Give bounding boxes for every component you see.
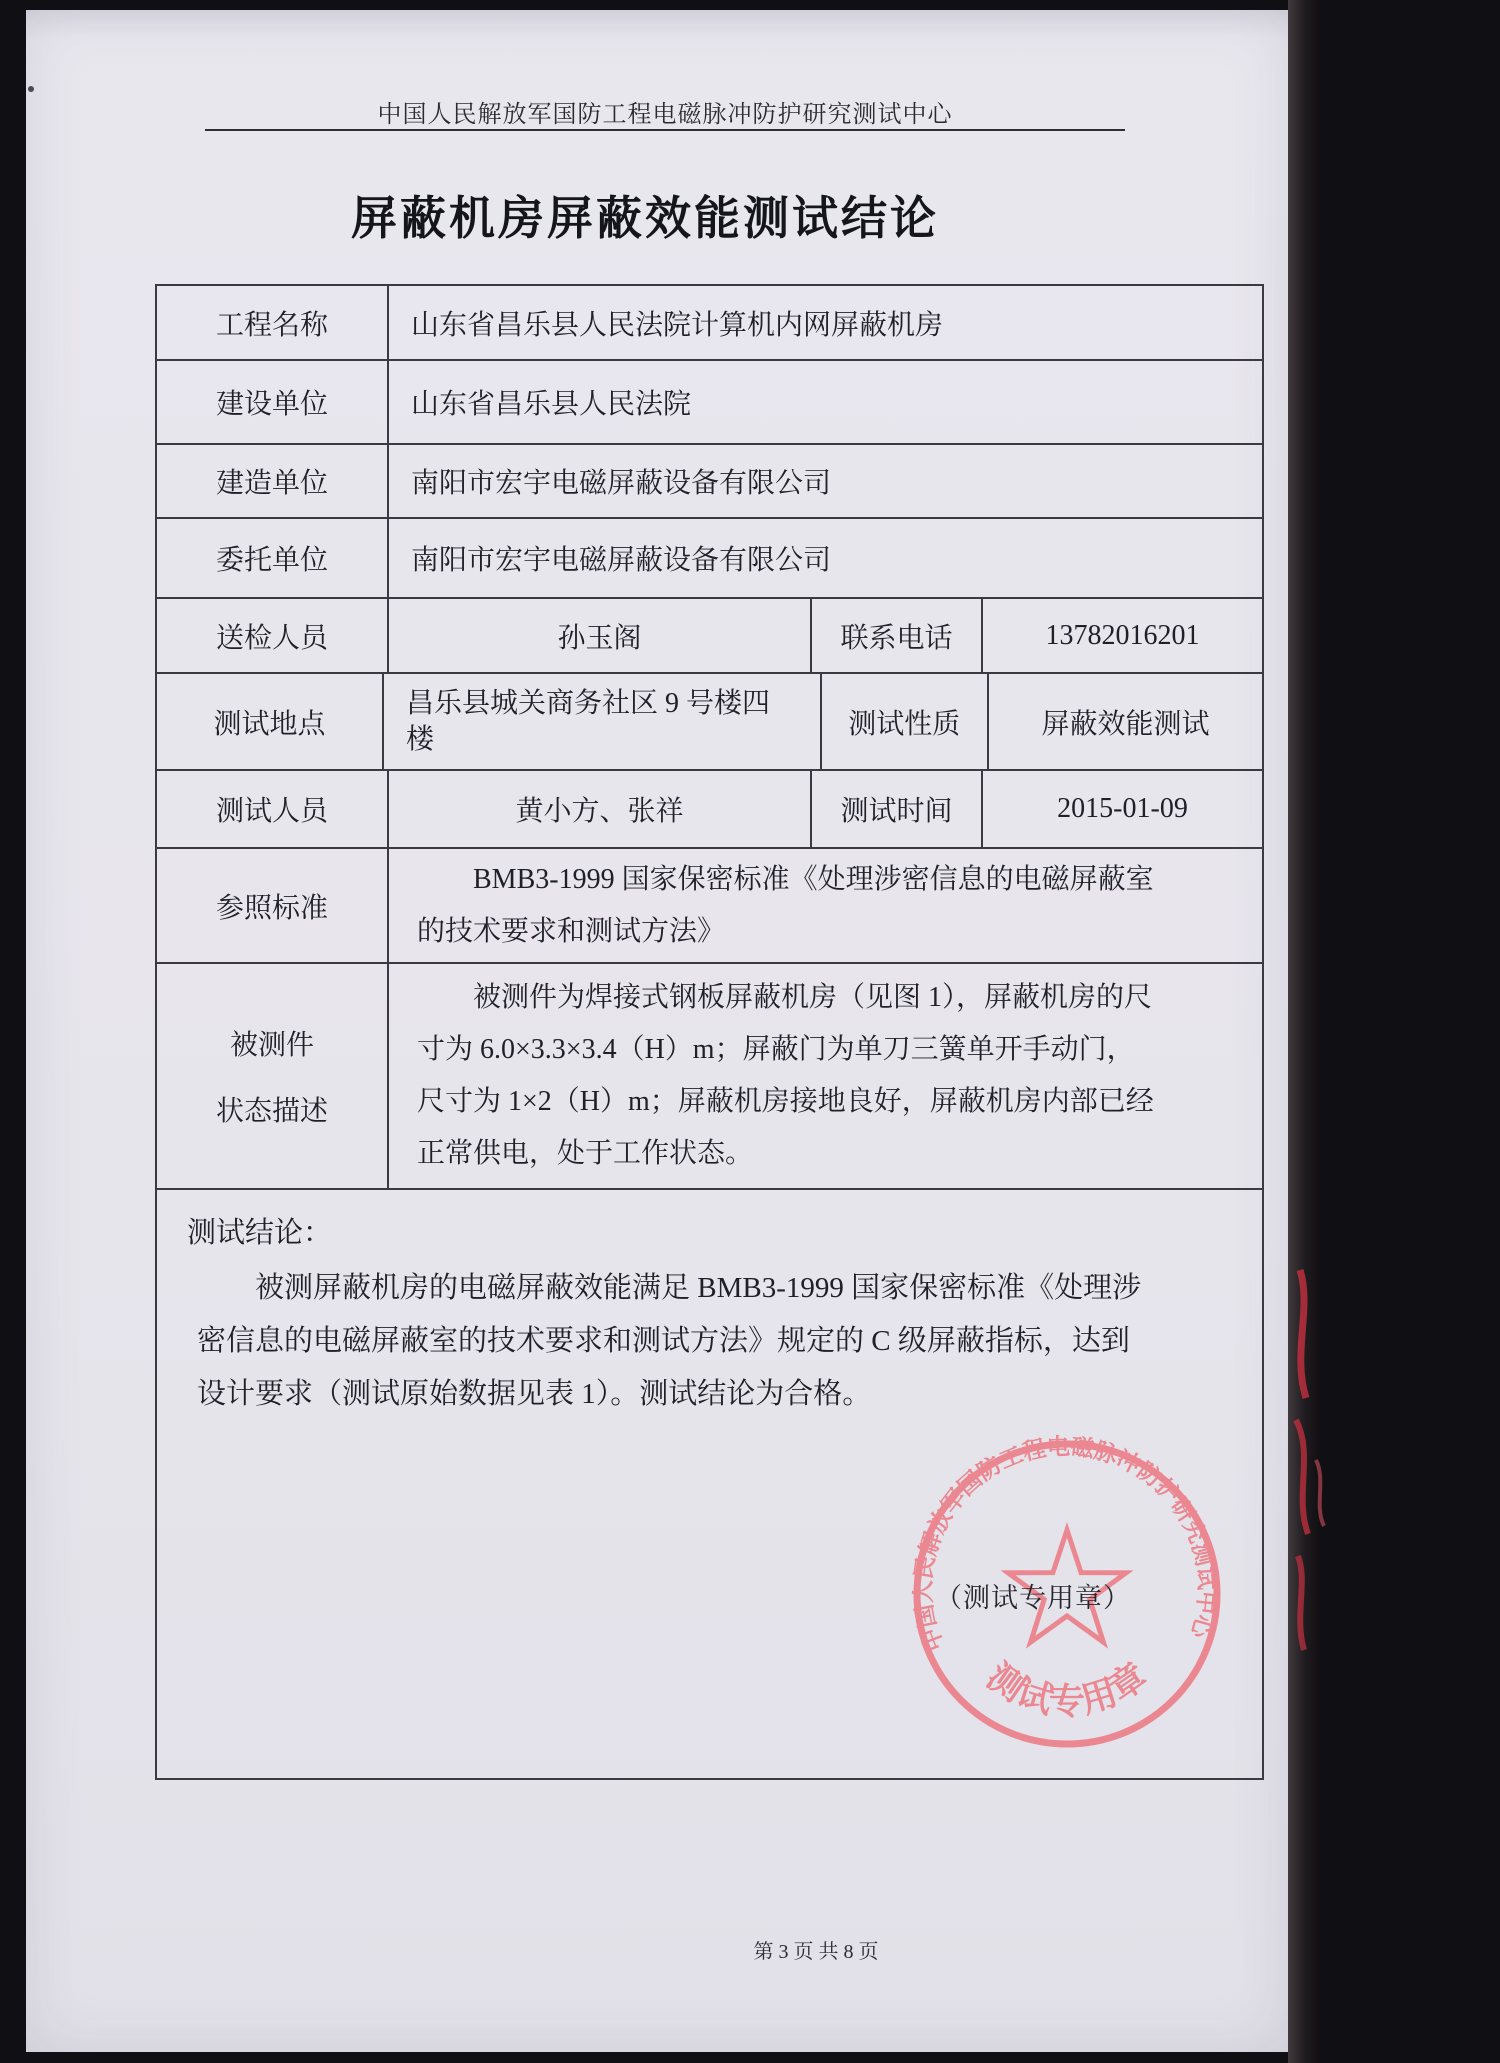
table-row-client <box>157 517 1262 597</box>
row-value-2: 屏蔽效能测试 <box>987 674 1262 769</box>
paragraph-line: 寸为 6.0×3.3×3.4（H）m；屏蔽门为单刀三簧单开手动门， <box>417 1034 1135 1065</box>
row-label-2: 测试时间 <box>810 771 981 847</box>
conclusion-line: 设计要求（测试原始数据见表 1）。测试结论为合格。 <box>197 1378 872 1410</box>
row-label: 工程名称 <box>215 309 328 341</box>
scan-artifact-dot <box>28 86 34 92</box>
paragraph-line: 正常供电，处于工作状态。 <box>417 1138 754 1169</box>
row-label-2: 测试性质 <box>820 674 987 769</box>
conclusion-paragraph <box>197 1262 1259 1421</box>
row-value-paragraph <box>387 964 1262 1188</box>
conclusion-heading: 测试结论： <box>187 1217 333 1249</box>
row-value: 黄小方、张祥 <box>387 771 810 847</box>
paragraph-line: 被测件为焊接式钢板屏蔽机房（见图 1），屏蔽机房的尺 <box>473 982 1153 1013</box>
row-label: 参照标准 <box>215 892 328 924</box>
paragraph-line: 尺寸为 1×2（H）m；屏蔽机房接地良好，屏蔽机房内部已经 <box>417 1086 1154 1117</box>
row-value: 昌乐县城关商务社区 9 号楼四楼 <box>382 674 820 769</box>
row-label: 建设单位 <box>215 389 328 420</box>
conclusion-line: 被测屏蔽机房的电磁屏蔽效能满足 BMB3-1999 国家保密标准《处理涉 <box>255 1272 1142 1304</box>
row-label: 委托单位 <box>215 545 328 576</box>
conclusion-section <box>157 1188 1262 1778</box>
row-label: 测试地点 <box>213 708 326 740</box>
row-label-line2: 状态描述 <box>215 1096 328 1127</box>
scan-edge-shadow <box>1288 0 1318 2063</box>
page-number: 第 3 页 共 8 页 <box>753 1941 879 1963</box>
row-value: 南阳市宏宇电磁屏蔽设备有限公司 <box>387 445 1262 517</box>
table-row-reference-standard <box>157 847 1262 962</box>
table-row-project-name <box>157 286 1262 359</box>
row-value-paragraph <box>387 849 1262 962</box>
paragraph-line: BMB3-1999 国家保密标准《处理涉密信息的电磁屏蔽室 <box>473 863 1154 895</box>
table-row-test-location <box>157 672 1262 769</box>
header-divider <box>205 129 1125 131</box>
row-label: 建造单位 <box>215 468 328 499</box>
row-value: 山东省昌乐县人民法院计算机内网屏蔽机房 <box>387 286 1262 359</box>
table-row-dut-state <box>157 962 1262 1188</box>
row-label <box>157 964 387 1188</box>
stamp-ring-text: 中国人民解放军国防工程电磁脉冲防护研究测试中心 <box>909 1433 1221 1655</box>
table-row-construction-owner <box>157 359 1262 443</box>
table-row-testers <box>157 769 1262 847</box>
row-value-2: 13782016201 <box>981 599 1262 672</box>
row-label-2: 联系电话 <box>810 599 981 672</box>
row-label: 测试人员 <box>215 796 328 827</box>
scanned-page <box>26 10 1288 2052</box>
row-value: 南阳市宏宇电磁屏蔽设备有限公司 <box>387 519 1262 597</box>
row-value: 孙玉阁 <box>387 599 810 672</box>
table-row-submitter <box>157 597 1262 672</box>
document-header: 中国人民解放军国防工程电磁脉冲防护研究测试中心 <box>377 102 953 128</box>
page-title: 屏蔽机房屏蔽效能测试结论 <box>351 192 939 244</box>
stamp-bottom-text: 测试专用章 <box>979 1654 1155 1722</box>
table-row-builder <box>157 443 1262 517</box>
row-label: 送检人员 <box>215 622 328 654</box>
row-label-line1: 被测件 <box>229 1030 314 1061</box>
paragraph-line: 的技术要求和测试方法》 <box>417 915 726 947</box>
row-value: 山东省昌乐县人民法院 <box>387 361 1262 443</box>
row-value-2: 2015-01-09 <box>981 771 1262 847</box>
edge-red-marks <box>1286 1250 1366 1670</box>
conclusion-line: 密信息的电磁屏蔽室的技术要求和测试方法》规定的 C 级屏蔽指标，达到 <box>197 1325 1130 1357</box>
stamp-caption: （测试专用章） <box>935 1583 1131 1613</box>
info-table <box>155 284 1264 1780</box>
